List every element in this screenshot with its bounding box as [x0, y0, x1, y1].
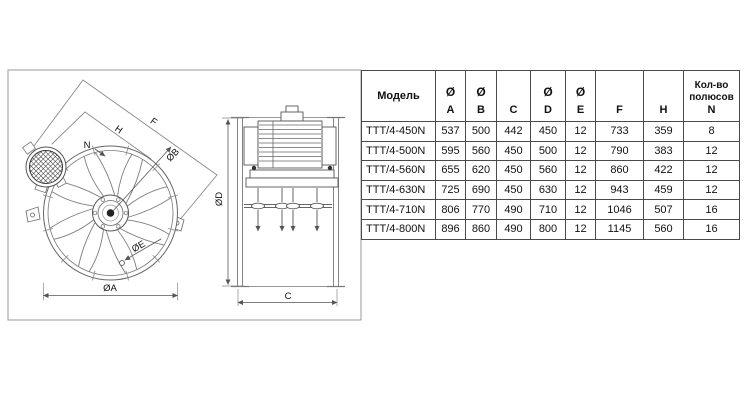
value-cell: 16	[684, 200, 740, 220]
hub-bolt	[101, 198, 105, 202]
value-cell: 450	[531, 122, 566, 142]
dim-label-diameter-d: ØD	[214, 191, 225, 207]
value-cell: 690	[466, 180, 497, 200]
motor-side	[244, 106, 338, 187]
value-cell: 442	[497, 122, 531, 142]
value-cell: 450	[497, 180, 531, 200]
column-header-e	[566, 71, 596, 122]
value-cell: 896	[436, 219, 466, 239]
table-row	[362, 180, 740, 200]
dim-label-diameter-e: ØE	[129, 238, 148, 256]
value-cell: 8	[684, 122, 740, 142]
column-header-c	[497, 71, 531, 122]
value-cell: 12	[566, 161, 596, 181]
model-cell: TTT/4-560N	[362, 161, 436, 181]
value-cell: 1046	[596, 200, 644, 220]
hub-bolt	[93, 211, 97, 215]
column-header-letter: D	[544, 104, 552, 116]
value-cell: 12	[566, 219, 596, 239]
impeller-side	[244, 188, 332, 231]
value-cell: 800	[531, 219, 566, 239]
model-cell: TTT/4-800N	[362, 219, 436, 239]
table-row	[362, 161, 740, 181]
table-row	[362, 219, 740, 239]
motor-body-hatched	[30, 151, 63, 184]
table-row	[362, 141, 740, 161]
column-header-letter: C	[509, 104, 518, 116]
value-cell: 655	[436, 161, 466, 181]
value-cell: 595	[436, 141, 466, 161]
value-cell: 12	[684, 161, 740, 181]
column-header-d	[531, 71, 566, 122]
table-header	[362, 71, 740, 122]
table-row	[362, 122, 740, 142]
value-cell: 12	[684, 141, 740, 161]
dim-label-diameter-b: ØB	[164, 146, 182, 165]
dim-label-f: F	[147, 115, 159, 129]
value-cell: 733	[596, 122, 644, 142]
fan-side-view	[214, 106, 345, 306]
column-header-text: полюсов	[689, 92, 734, 103]
impeller-part	[287, 203, 300, 209]
model-cell: TTT/4-630N	[362, 180, 436, 200]
value-cell: 459	[644, 180, 684, 200]
value-cell: 1145	[596, 219, 644, 239]
dim-label-diameter-a: ØA	[103, 283, 117, 294]
diameter-symbol: Ø	[543, 85, 553, 99]
value-cell: 770	[466, 200, 497, 220]
table-row	[362, 200, 740, 220]
flange-hole-e	[120, 261, 125, 266]
dim-label-n: N	[83, 140, 91, 151]
column-header-text: Кол-во	[694, 80, 729, 91]
value-cell: 537	[436, 122, 466, 142]
value-cell: 12	[566, 122, 596, 142]
value-cell: 422	[644, 161, 684, 181]
column-header-letter: B	[477, 104, 485, 116]
column-header-a	[436, 71, 466, 122]
value-cell: 806	[436, 200, 466, 220]
value-cell: 860	[596, 161, 644, 181]
model-cell: TTT/4-710N	[362, 200, 436, 220]
column-header-n	[684, 71, 740, 122]
impeller-part	[311, 203, 324, 209]
hub-bolt	[101, 225, 105, 229]
dimensions-table	[361, 70, 740, 240]
value-cell: 450	[497, 141, 531, 161]
column-header-letter: H	[659, 104, 668, 116]
value-cell: 500	[466, 122, 497, 142]
diameter-symbol: Ø	[445, 85, 456, 99]
value-cell: 507	[644, 200, 684, 220]
column-header-b	[466, 71, 497, 122]
value-cell: 620	[466, 161, 497, 181]
value-cell: 560	[466, 141, 497, 161]
fan-front-view	[23, 80, 217, 300]
column-header-letter: F	[616, 104, 623, 116]
column-header-letter: E	[576, 104, 585, 116]
value-cell: 943	[596, 180, 644, 200]
tab-hole-left	[31, 213, 35, 217]
dim-label-c: C	[284, 291, 292, 302]
value-cell: 12	[566, 200, 596, 220]
column-header-model: Модель	[362, 71, 436, 122]
dim-label-h: H	[112, 123, 125, 137]
hub-bolt	[124, 211, 128, 215]
value-cell: 725	[436, 180, 466, 200]
hub-bolt	[117, 225, 121, 229]
value-cell: 860	[466, 219, 497, 239]
value-cell: 790	[596, 141, 644, 161]
column-header-h	[644, 71, 684, 122]
value-cell: 12	[566, 180, 596, 200]
value-cell: 560	[531, 161, 566, 181]
value-cell: 359	[644, 122, 684, 142]
value-cell: 16	[684, 219, 740, 239]
value-cell: 12	[566, 141, 596, 161]
value-cell: 450	[497, 161, 531, 181]
value-cell: 12	[684, 180, 740, 200]
column-header-letter: N	[707, 104, 716, 116]
model-cell: TTT/4-450N	[362, 122, 436, 142]
diameter-symbol: Ø	[476, 85, 486, 99]
value-cell: 710	[531, 200, 566, 220]
column-header-f	[596, 71, 644, 122]
motor-front	[23, 142, 67, 193]
impeller-part	[252, 203, 265, 209]
value-cell: 630	[531, 180, 566, 200]
value-cell: 490	[497, 219, 531, 239]
value-cell: 490	[497, 200, 531, 220]
value-cell: 383	[644, 141, 684, 161]
value-cell: 560	[644, 219, 684, 239]
hub-bolt	[117, 198, 121, 202]
model-cell: TTT/4-500N	[362, 141, 436, 161]
value-cell: 500	[531, 141, 566, 161]
diameter-symbol: Ø	[575, 85, 586, 99]
column-header-letter: A	[446, 104, 455, 116]
